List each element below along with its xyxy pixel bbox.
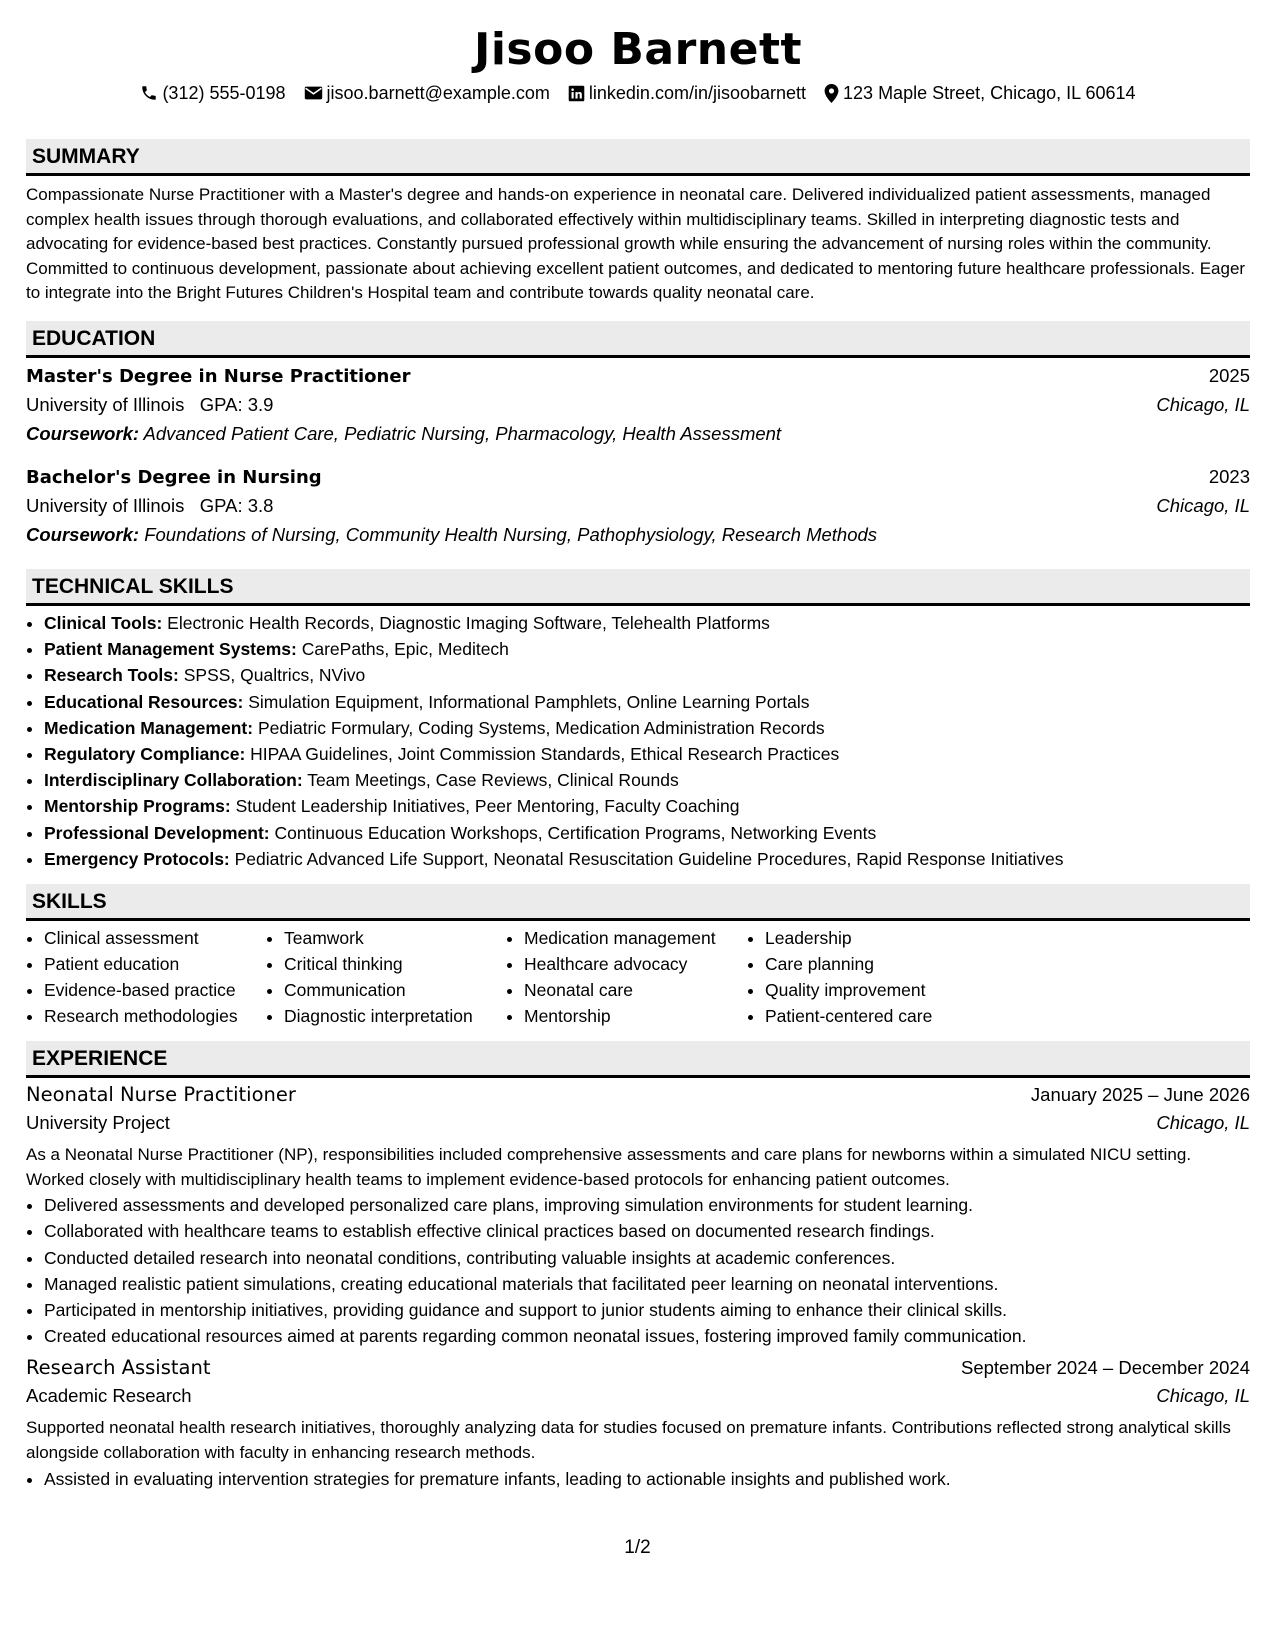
job-bullet: • Conducted detailed research into neonatal conditions, contributing valuable insights at academic conferences.: [44, 1245, 1250, 1271]
skill-item: • Patient-centered care: [765, 1003, 987, 1029]
skill-item: • Care planning: [765, 951, 987, 977]
coursework-text: Advanced Patient Care, Pediatric Nursing, Pharmacology, Health Assessment: [143, 422, 782, 444]
skills-grid: [26, 925, 1250, 1029]
technical-skill-item: [44, 610, 1250, 636]
education-entry: [26, 365, 1250, 452]
technical-skill-label: Patient Management Systems:: [44, 639, 297, 660]
contact-bar: [26, 80, 1250, 106]
technical-skill-item: [44, 715, 1250, 741]
gpa: GPA: 3.9: [199, 393, 274, 415]
experience-heading: EXPERIENCE: [26, 1041, 1250, 1078]
coursework-line: [26, 423, 1250, 452]
skills-column: [266, 925, 506, 1029]
technical-skill-label: Mentorship Programs:: [44, 796, 231, 817]
school-location: Chicago, IL: [1156, 393, 1250, 415]
job-bullet: • Assisted in evaluating intervention strategies for premature infants, leading to actionable insights and published work.: [44, 1466, 1250, 1492]
envelope-icon: [304, 85, 323, 101]
degree-title: Bachelor's Degree in Nursing: [26, 466, 322, 488]
contact-phone: [140, 80, 285, 106]
education-heading: EDUCATION: [26, 321, 1250, 358]
coursework-line: [26, 524, 1250, 553]
technical-skill-text: Continuous Education Workshops, Certification Programs, Networking Events: [274, 822, 877, 843]
gpa: GPA: 3.8: [199, 494, 274, 516]
coursework-label: Coursework:: [26, 422, 140, 444]
page-number: 1/2: [624, 1537, 651, 1558]
technical-skill-item: [44, 689, 1250, 715]
technical-skill-text: Pediatric Advanced Life Support, Neonatal Resuscitation Guideline Procedures, Rapid Response Initiatives: [234, 848, 1064, 869]
technical-skill-label: Research Tools:: [44, 665, 179, 686]
technical-skill-item: [44, 741, 1250, 767]
skills-column: [747, 925, 987, 1029]
experience-entry: [26, 1356, 1250, 1491]
job-title: Neonatal Nurse Practitioner: [26, 1083, 296, 1106]
degree-year: 2023: [1208, 465, 1250, 487]
resume-page: [26, 0, 1250, 1492]
technical-skill-label: Medication Management:: [44, 717, 254, 738]
skill-item: • Neonatal care: [524, 977, 747, 1003]
degree-year: 2025: [1208, 364, 1250, 386]
technical-skill-text: Simulation Equipment, Informational Pamphlets, Online Learning Portals: [248, 691, 810, 712]
job-description: As a Neonatal Nurse Practitioner (NP), responsibilities included comprehensive assessments and care plans for newborns within a simulated NICU setting. Worked closely with multidisciplinary health teams to implement evidence-based protocols for enhancing patient outcomes.: [26, 1145, 1192, 1189]
technical-skill-item: [44, 636, 1250, 662]
skills-heading: SKILLS: [26, 884, 1250, 921]
technical-skill-text: HIPAA Guidelines, Joint Commission Standards, Ethical Research Practices: [250, 743, 840, 764]
skill-item: • Healthcare advocacy: [524, 951, 747, 977]
skill-item: • Teamwork: [284, 925, 506, 951]
technical-skills-list: [26, 610, 1250, 872]
technical-skill-item: [44, 767, 1250, 793]
skill-item: • Critical thinking: [284, 951, 506, 977]
summary-heading: SUMMARY: [26, 139, 1250, 176]
contact-linkedin[interactable]: [568, 80, 806, 106]
technical-skill-label: Educational Resources:: [44, 691, 244, 712]
summary-text: Compassionate Nurse Practitioner with a Master's degree and hands-on experience in neonatal care. Delivered individualized patient assessments, managed complex health issues through thorough evaluations, and collaborated effectively within multidisciplinary teams. Skilled in interpreting diagnostic tests and advocating for evidence-based best practices. Constantly pursued professional growth while ensuring the advancement of nursing roles within the community. Committed to continuous development, passionate about achieving excellent patient outcomes, and dedicated to mentoring future healthcare professionals. Eager to integrate into the Bright Futures Children's Hospital team and contribute towards quality neonatal care.: [26, 185, 1246, 303]
coursework-label: Coursework:: [26, 523, 140, 545]
technical-skill-text: SPSS, Qualtrics, NVivo: [183, 665, 366, 686]
technical-skill-label: Clinical Tools:: [44, 612, 163, 633]
job-org: Academic Research: [26, 1385, 192, 1407]
linkedin-icon: [568, 85, 585, 102]
skill-item: • Quality improvement: [765, 977, 987, 1003]
skill-item: • Mentorship: [524, 1003, 747, 1029]
phone-text: (312) 555-0198: [162, 83, 286, 103]
skills-column: [26, 925, 266, 1029]
map-marker-icon: [824, 84, 839, 103]
job-dates: January 2025 – June 2026: [1030, 1084, 1250, 1105]
skill-item: • Medication management: [524, 925, 747, 951]
job-bullet: • Managed realistic patient simulations, creating educational materials that facilitated peer learning on neonatal interventions.: [44, 1271, 1250, 1297]
technical-skills-heading: TECHNICAL SKILLS: [26, 569, 1250, 606]
education-entry: [26, 466, 1250, 553]
skill-item: • Diagnostic interpretation: [284, 1003, 506, 1029]
job-location: Chicago, IL: [1156, 1112, 1250, 1133]
job-title: Research Assistant: [26, 1356, 211, 1380]
job-org: University Project: [26, 1112, 170, 1133]
contact-address: [824, 80, 1136, 106]
school-location: Chicago, IL: [1156, 494, 1250, 516]
skill-item: • Patient education: [44, 951, 266, 977]
candidate-name: Jisoo Barnett: [473, 24, 803, 75]
skill-item: • Research methodologies: [44, 1003, 266, 1029]
contact-email[interactable]: [304, 80, 550, 106]
linkedin-link[interactable]: linkedin.com/in/jisoobarnett: [588, 83, 807, 103]
skill-item: • Clinical assessment: [44, 925, 266, 951]
job-bullet: • Delivered assessments and developed personalized care plans, improving simulation environments for student learning.: [44, 1192, 1250, 1218]
address-text: 123 Maple Street, Chicago, IL 60614: [843, 83, 1136, 103]
technical-skill-item: [44, 662, 1250, 688]
skill-item: • Communication: [284, 977, 506, 1003]
technical-skill-label: Professional Development:: [44, 822, 270, 843]
job-bullets: [26, 1466, 1250, 1492]
degree-title: Master's Degree in Nurse Practitioner: [26, 365, 411, 387]
school-line: [26, 495, 273, 517]
email-link[interactable]: jisoo.barnett@example.com: [326, 83, 550, 103]
technical-skill-item: [44, 846, 1250, 872]
job-bullet: • Collaborated with healthcare teams to establish effective clinical practices based on documented research findings.: [44, 1218, 1250, 1244]
skills-column: [506, 925, 747, 1029]
job-bullets: [26, 1192, 1250, 1349]
technical-skill-text: Electronic Health Records, Diagnostic Imaging Software, Telehealth Platforms: [167, 612, 770, 633]
skill-item: • Leadership: [765, 925, 987, 951]
technical-skill-text: Pediatric Formulary, Coding Systems, Medication Administration Records: [257, 717, 825, 738]
job-dates: September 2024 – December 2024: [961, 1357, 1250, 1379]
job-bullet: • Created educational resources aimed at parents regarding common neonatal issues, fostering improved family communication.: [44, 1323, 1250, 1349]
technical-skill-label: Regulatory Compliance:: [44, 743, 246, 764]
technical-skill-item: [44, 820, 1250, 846]
skill-item: • Evidence-based practice: [44, 977, 266, 1003]
job-location: Chicago, IL: [1156, 1385, 1250, 1407]
technical-skill-label: Interdisciplinary Collaboration:: [44, 770, 303, 791]
coursework-text: Foundations of Nursing, Community Health Nursing, Pathophysiology, Research Methods: [144, 523, 878, 545]
school-name: University of Illinois: [26, 494, 185, 516]
phone-icon: [140, 84, 158, 102]
job-bullet: • Participated in mentorship initiatives, providing guidance and support to junior students aiming to enhance their clinical skills.: [44, 1297, 1250, 1323]
technical-skill-text: Student Leadership Initiatives, Peer Mentoring, Faculty Coaching: [235, 796, 740, 817]
technical-skill-text: CarePaths, Epic, Meditech: [301, 639, 509, 660]
school-line: [26, 394, 273, 416]
technical-skill-text: Team Meetings, Case Reviews, Clinical Rounds: [307, 770, 679, 791]
school-name: University of Illinois: [26, 393, 185, 415]
job-description: Supported neonatal health research initiatives, thoroughly analyzing data for studies focused on premature infants. Contributions reflected strong analytical skills alongside collaboration with faculty in enhancing research methods.: [26, 1418, 1231, 1462]
technical-skill-label: Emergency Protocols:: [44, 848, 230, 869]
experience-entry: [26, 1083, 1250, 1349]
technical-skill-item: [44, 793, 1250, 819]
